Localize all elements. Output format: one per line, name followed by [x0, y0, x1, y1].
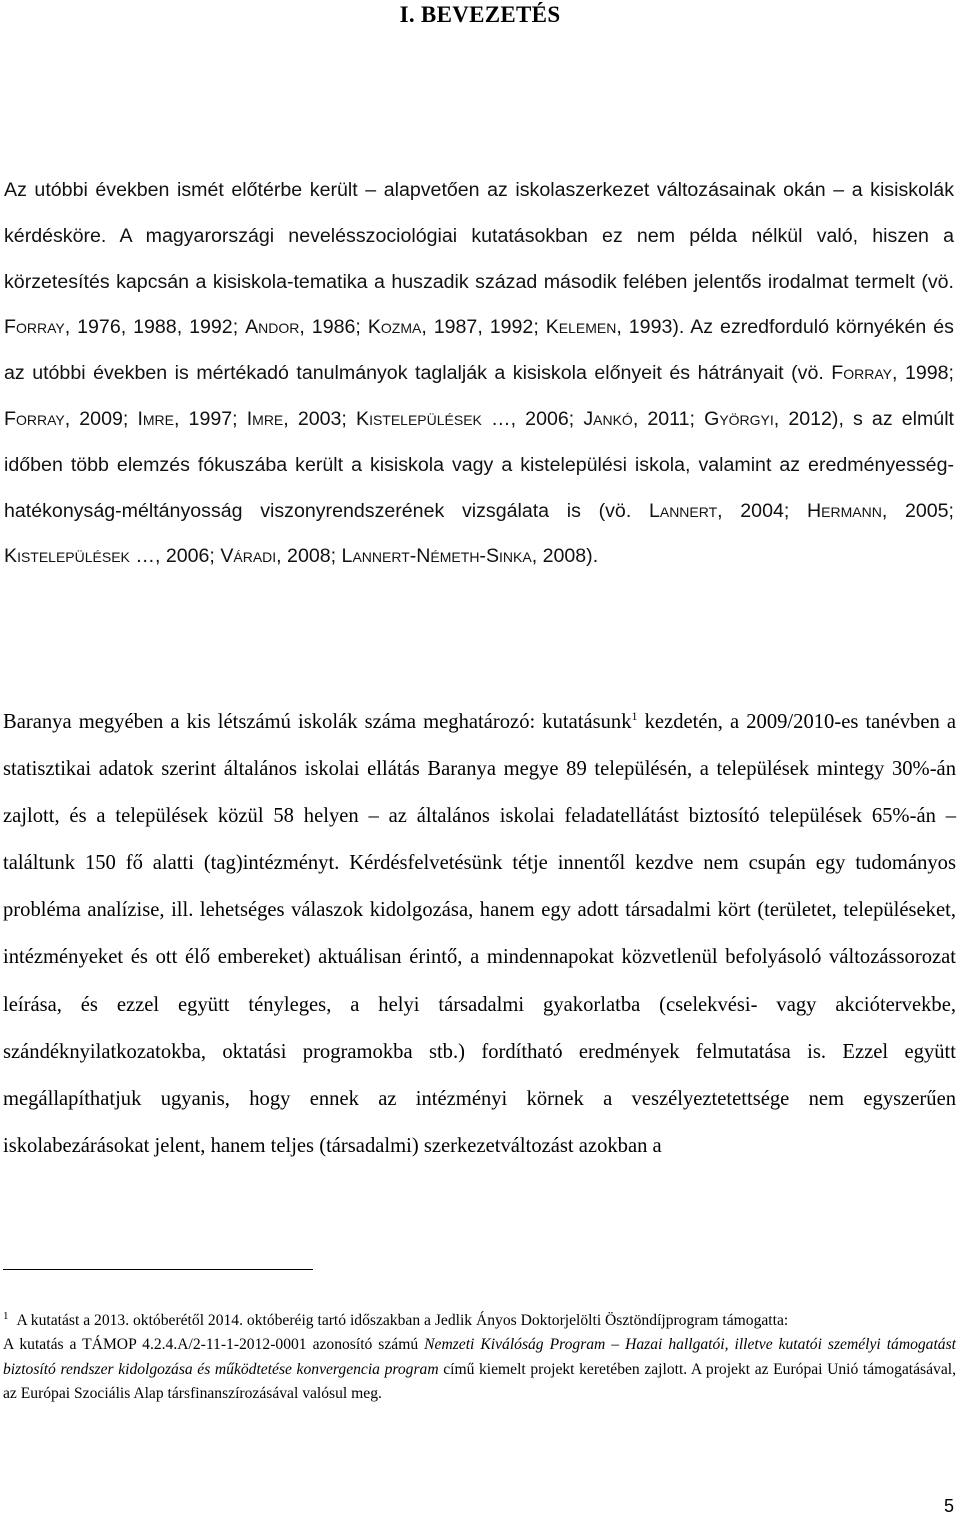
author-ref: Váradi	[220, 545, 277, 568]
program-name: Nemzeti Kiválóság Program – Hazai hallgatói, illetve kutatói személyi támogatást biztosító rendszer kidolgozása és működtetése konvergencia program	[3, 1336, 957, 1378]
author-ref: Jankó	[583, 407, 633, 430]
author-ref: Hermann	[807, 499, 882, 522]
author-ref: Imre	[137, 407, 174, 430]
author-ref: Andor	[245, 316, 300, 339]
baranya-paragraph: Baranya megyében a kis létszámú iskolák száma meghatározó: kutatásunk$^1$ kezdetén, a 2009/2010-es tanévben a statisztikai adatok szerint általános iskolai ellátás Baranya megye 89 településén, a települések mintegy 30%-án zajlott, és a települések közül 58 helyen – az általános iskolai feladatellátást biztosító települések 65%-án – találtunk 150 fő alatti (tag)intézményt. Kérdésfelvetésünk tétje innentől kezdve nem csupán egy tudományos probléma analízise, ill. lehetséges válaszok kidolgozása, hanem egy adott társadalmi kört (területet, településeket, intézményeket és ott élő embereket) aktuálisan érintő, a mindennapokat közvetlenül befolyásoló változássorozat leírása, és ezzel együtt tényleges, a helyi társadalmi gyakorlatba (cselekvési- vagy akciótervekbe, szándéknyilatkozatokba, oktatási programokba stb.) fordítható eredmények felmutatása is. Ezzel együtt megállapíthatjuk ugyanis, hogy ennek az intézményi körnek a veszélyeztetettsége nem egyszerűen iskolabezárásokat jelent, hanem teljes (társadalmi) szerkezetváltozást azokban a	[3, 709, 956, 1157]
author-ref: Kozma	[367, 316, 422, 339]
author-ref: Kistelepülések	[356, 407, 482, 430]
footnote-line-2: A kutatás a TÁMOP 4.2.4.A/2-11-1-2012-0001 azonosító számú Nemzeti Kiválóság Program – Hazai hallgatói, illetve kutatói személyi támogatást biztosító rendszer kidolgozása és működtetése konvergencia program című kiemelt projekt keretében zajlott. A projekt az Európai Unió támogatásával, az Európai Szociális Alap társfinanszírozásával valósul meg.	[3, 1336, 957, 1403]
footnote-separator	[3, 1269, 313, 1270]
footnote-line-1: $^1$ A kutatást a 2013. októberétől 2014. októberéig tartó időszakban a Jedlik Ányos Doktorjelölti Ösztöndíjprogram támogatta:	[3, 1309, 789, 1329]
author-ref: Forray	[4, 407, 65, 430]
footnote-number: 1	[3, 1309, 9, 1322]
author-ref: Forray	[831, 362, 893, 385]
author-ref: Kistelepülések	[4, 545, 130, 568]
page-number: 5	[943, 1496, 954, 1516]
author-ref: Imre	[246, 407, 284, 430]
author-ref: Kelemen	[545, 316, 617, 339]
author-ref: Forray	[4, 316, 65, 339]
author-ref: Györgyi	[704, 407, 774, 430]
chapter-title: I. BEVEZETÉS	[399, 2, 561, 27]
footnote	[3, 1309, 956, 1407]
author-ref: Lannert-Németh-Sinka	[341, 545, 532, 568]
intro-paragraph: Az utóbbi években ismét előtérbe került – alapvetően az iskolaszerkezet változásainak okán – a kisiskolák kérdésköre. A magyarországi nevelésszociológiai kutatásokban ez nem példa nélkül való, hiszen a körzetesítés kapcsán a kisiskola-tematika a huszadik század második felében jelentős irodalmat termelt (vö. Forray, 1976, 1988, 1992; Andor, 1986; Kozma, 1987, 1992; Kelemen, 1993). Az ezredforduló környékén és az utóbbi években is mértékadó tanulmányok taglalják a kisiskola előnyeit és hátrányait (vö. Forray, 1998; Forray, 2009; Imre, 1997; Imre, 2003; Kistelepülések …, 2006; Jankó, 2011; Györgyi, 2012), s az elmúlt időben több elemzés fókuszába került a kisiskola vagy a kistelepülési iskola, valamint az eredményesség-hatékonyság-méltányosság viszonyrendszerének vizsgálata is (vö. Lannert, 2004; Hermann, 2005; Kistelepülések …, 2006; Váradi, 2008; Lannert-Németh-Sinka, 2008).	[4, 179, 955, 568]
footnote-reference[interactable]: 1	[631, 709, 638, 724]
author-ref: Lannert	[648, 499, 718, 522]
